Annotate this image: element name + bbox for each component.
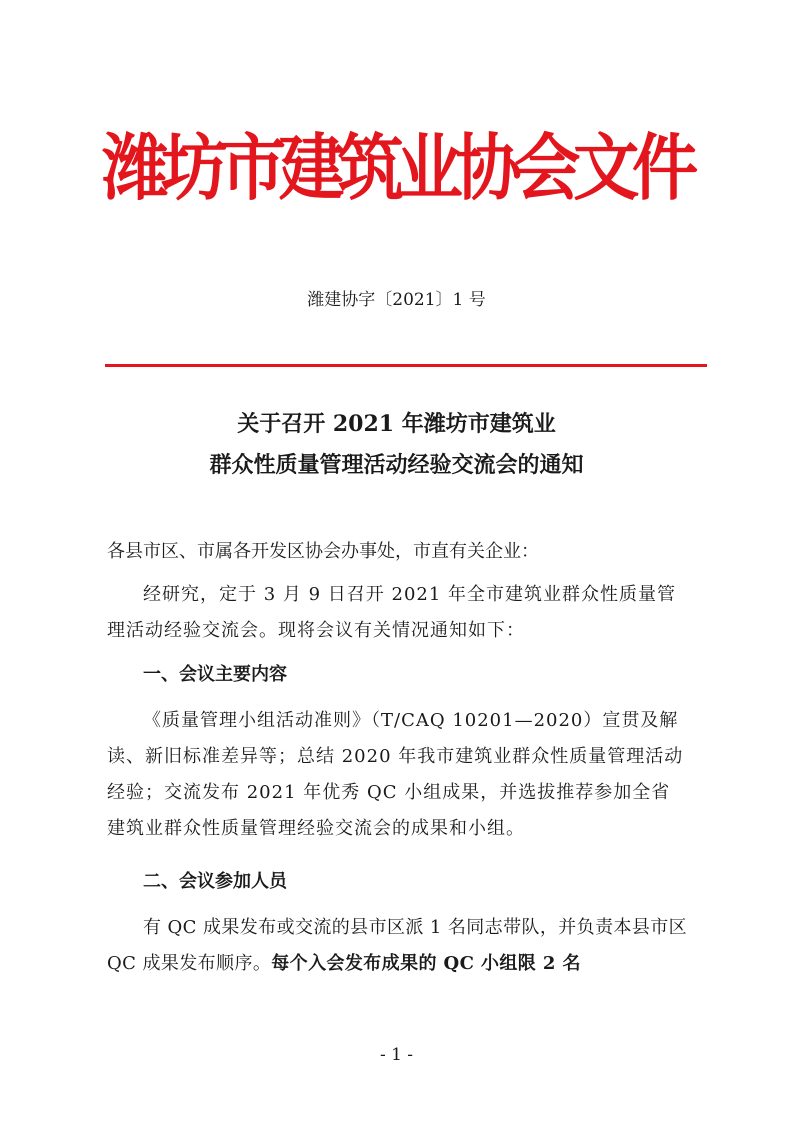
intro-paragraph: 经研究，定于 3 月 9 日召开 2021 年全市建筑业群众性质量管理活动经验交流会。现将会议有关情况通知如下： — [107, 584, 677, 641]
participants-text-plain: 有 QC 成果发布或交流的县市区派 1 名同志带队，并负责本县市区 QC 成果发布顺序。 — [107, 917, 688, 974]
notice-title-line-2: 群众性质量管理活动经验交流会的通知 — [209, 452, 584, 478]
document-header-title: 潍坊市建筑业协会文件 — [102, 125, 691, 210]
participants-text-bold: 每个入会发布成果的 QC 小组限 2 名 — [271, 953, 581, 974]
notice-title — [0, 404, 793, 486]
section-heading-participants: 二、会议参加人员 — [143, 871, 287, 892]
meeting-content-paragraph: 《质量管理小组活动准则》（T/CAQ 10201—2020）宣贯及解读、新旧标准差异等；总结 2020 年我市建筑业群众性质量管理活动经验；交流发布 2021 年优秀 QC 小组成果，并选拔推荐参加全省建筑业群众性质量管理经验交流会的成果和小组。 — [107, 710, 684, 839]
header-divider — [105, 364, 707, 367]
participants-paragraph — [107, 910, 689, 982]
salutation: 各县市区、市属各开发区协会办事处，市直有关企业： — [107, 541, 539, 562]
notice-title-line-1: 关于召开 2021 年潍坊市建筑业 — [237, 411, 556, 437]
page-number: - 1 - — [379, 1045, 414, 1065]
section-heading-meeting-content: 一、会议主要内容 — [143, 664, 287, 685]
document-number: 潍建协字〔2021〕1 号 — [307, 290, 486, 310]
